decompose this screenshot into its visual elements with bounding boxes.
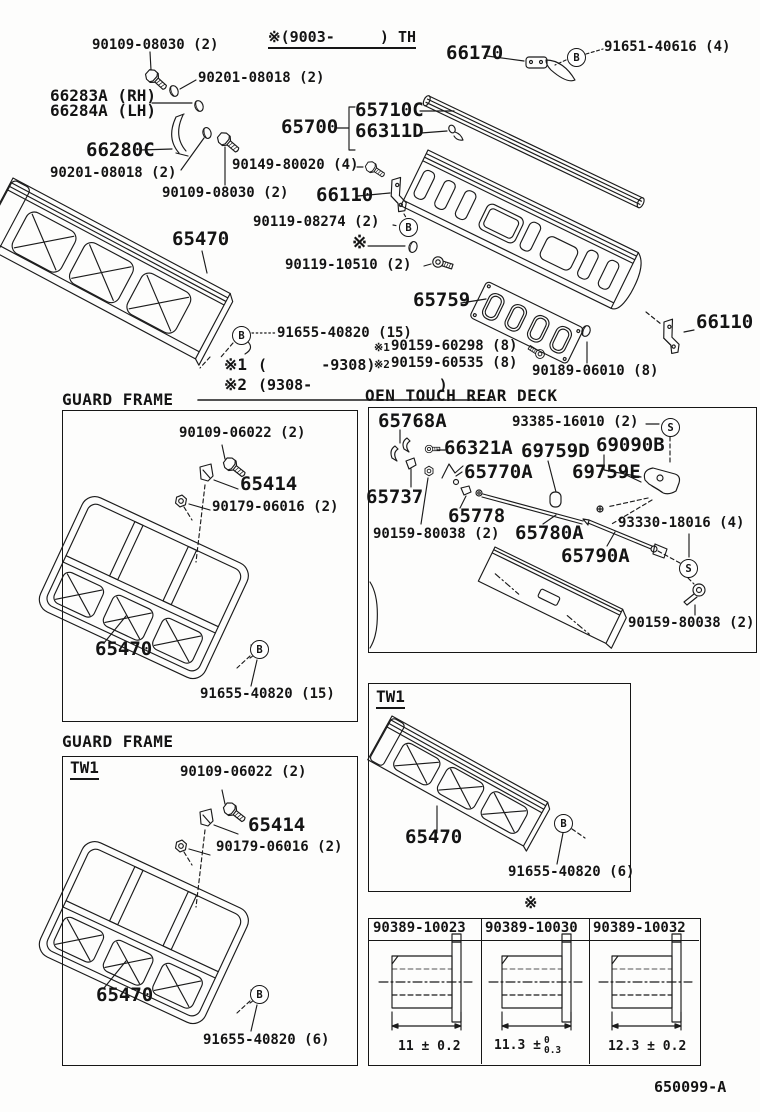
- gf1-callout-90109-06022: 90109-06022 (2): [179, 425, 306, 441]
- ot-callout-65790a: 65790A: [561, 545, 630, 567]
- badge-b-90119: B: [399, 218, 418, 237]
- callout-66311d: 66311D: [355, 120, 424, 142]
- ot-callout-90159-80038-left: 90159-80038 (2): [373, 526, 500, 542]
- bushing-dim-1-value: 11 ± 0.2: [398, 1039, 461, 1054]
- bushing-dim-1: [398, 1039, 461, 1054]
- callout-90201-08018-top: 90201-08018 (2): [198, 70, 325, 86]
- ot-callout-69090b: 69090B: [596, 434, 665, 456]
- gf2-callout-65470: 65470: [96, 984, 154, 1006]
- gf2-callout-90179-06016: 90179-06016 (2): [216, 839, 343, 855]
- ot-callout-65768a: 65768A: [378, 410, 447, 432]
- tw1-callout-91655-40820: 91655-40820 (6): [508, 864, 635, 880]
- note2-value: (9308- ): [258, 376, 448, 394]
- open-touch-title: OEN TOUCH REAR DECK: [365, 386, 558, 405]
- bushing-part-1: 90389-10023: [373, 920, 466, 936]
- callout-65759: 65759: [413, 289, 471, 311]
- gf1-callout-91655-40820: 91655-40820 (15): [200, 686, 335, 702]
- ot-callout-65737: 65737: [366, 486, 424, 508]
- gf1-callout-65414: 65414: [240, 473, 298, 495]
- gf1-callout-90179-06016: 90179-06016 (2): [212, 499, 339, 515]
- bushing-table-note: ※: [524, 893, 538, 912]
- callout-90159-60535: 90159-60535 (8): [391, 355, 518, 371]
- note2-symbol: ※2: [224, 375, 248, 394]
- note1-symbol: ※1: [224, 355, 248, 374]
- callout-65470-main: 65470: [172, 228, 230, 250]
- figure-code: 650099-A: [654, 1078, 727, 1096]
- bushing-part-3: 90389-10032: [593, 920, 686, 936]
- ot-callout-69759d: 69759D: [521, 440, 590, 462]
- guard-frame-1-title: GUARD FRAME: [62, 390, 174, 409]
- ot-callout-65770a: 65770A: [464, 461, 533, 483]
- callout-90201-08018-bottom: 90201-08018 (2): [50, 165, 177, 181]
- callout-90109-08030-top: 90109-08030 (2): [92, 37, 219, 53]
- callout-66110-left: 66110: [316, 184, 374, 206]
- callout-66283a: 66283A (RH): [50, 86, 156, 105]
- gf2-tw1-label: TW1: [70, 760, 99, 780]
- gf2-callout-65414: 65414: [248, 814, 306, 836]
- badge-b-tw1: B: [554, 814, 573, 833]
- callout-90119-08274: 90119-08274 (2): [253, 214, 380, 230]
- asterisk-mark: ※: [352, 232, 368, 253]
- guard-frame-2-title: GUARD FRAME: [62, 732, 174, 751]
- callout-91651-40616: 91651-40616 (4): [604, 39, 731, 55]
- bushing-dim-2: [494, 1036, 561, 1056]
- callout-91655-40820-main: 91655-40820 (15): [277, 325, 412, 341]
- ot-callout-93330-18016: 93330-18016 (4): [618, 515, 745, 531]
- bushing-dim-2-tolerance: 0 0.3: [543, 1035, 562, 1056]
- badge-b-guard-frame-2: B: [250, 985, 269, 1004]
- callout-90119-10510: 90119-10510 (2): [285, 257, 412, 273]
- ot-callout-90159-80038-right: 90159-80038 (2): [628, 615, 755, 631]
- bushing-dim-3-value: 12.3 ± 0.2: [608, 1039, 687, 1054]
- gf2-callout-91655-40820: 91655-40820 (6): [203, 1032, 330, 1048]
- badge-b-91651: B: [567, 48, 586, 67]
- badge-b-guard-frame-1: B: [250, 640, 269, 659]
- ot-callout-69759e: 69759E: [572, 461, 641, 483]
- ot-callout-65780a: 65780A: [515, 522, 584, 544]
- bushing-part-2: 90389-10030: [485, 920, 578, 936]
- callout-66280c: 66280C: [86, 139, 155, 161]
- note-9003-th: ※(9003- ) TH: [268, 30, 416, 49]
- ot-callout-65778: 65778: [448, 505, 506, 527]
- callout-66170: 66170: [446, 42, 504, 64]
- callout-90189-06010: 90189-06010 (8): [532, 363, 659, 379]
- callout-90159-60298: 90159-60298 (8): [391, 338, 518, 354]
- note-60298-symbol: ※1: [374, 341, 390, 354]
- callout-90149-80020: 90149-80020 (4): [232, 157, 359, 173]
- note-60535-symbol: ※2: [374, 358, 390, 371]
- gf1-callout-65470: 65470: [95, 638, 153, 660]
- tw1-box-label: TW1: [376, 689, 405, 709]
- callout-66284a: 66284A (LH): [50, 101, 156, 120]
- callout-65710c: 65710C: [355, 99, 424, 121]
- tw1-callout-65470: 65470: [405, 826, 463, 848]
- ot-callout-66321a: 66321A: [444, 437, 513, 459]
- badge-s-93330: S: [679, 559, 698, 578]
- callout-65700: 65700: [281, 116, 339, 138]
- callout-90109-08030-bottom: 90109-08030 (2): [162, 185, 289, 201]
- gf2-callout-90109-06022: 90109-06022 (2): [180, 764, 307, 780]
- bushing-dim-2-value: 11.3 ±: [494, 1038, 541, 1054]
- ot-callout-93385-16010: 93385-16010 (2): [512, 414, 639, 430]
- bushing-dim-3: [608, 1039, 686, 1054]
- callout-66110-right: 66110: [696, 311, 754, 333]
- badge-s-93385: S: [661, 418, 680, 437]
- note1-value: ( -9308): [258, 356, 376, 374]
- badge-b-91655-main: B: [232, 326, 251, 345]
